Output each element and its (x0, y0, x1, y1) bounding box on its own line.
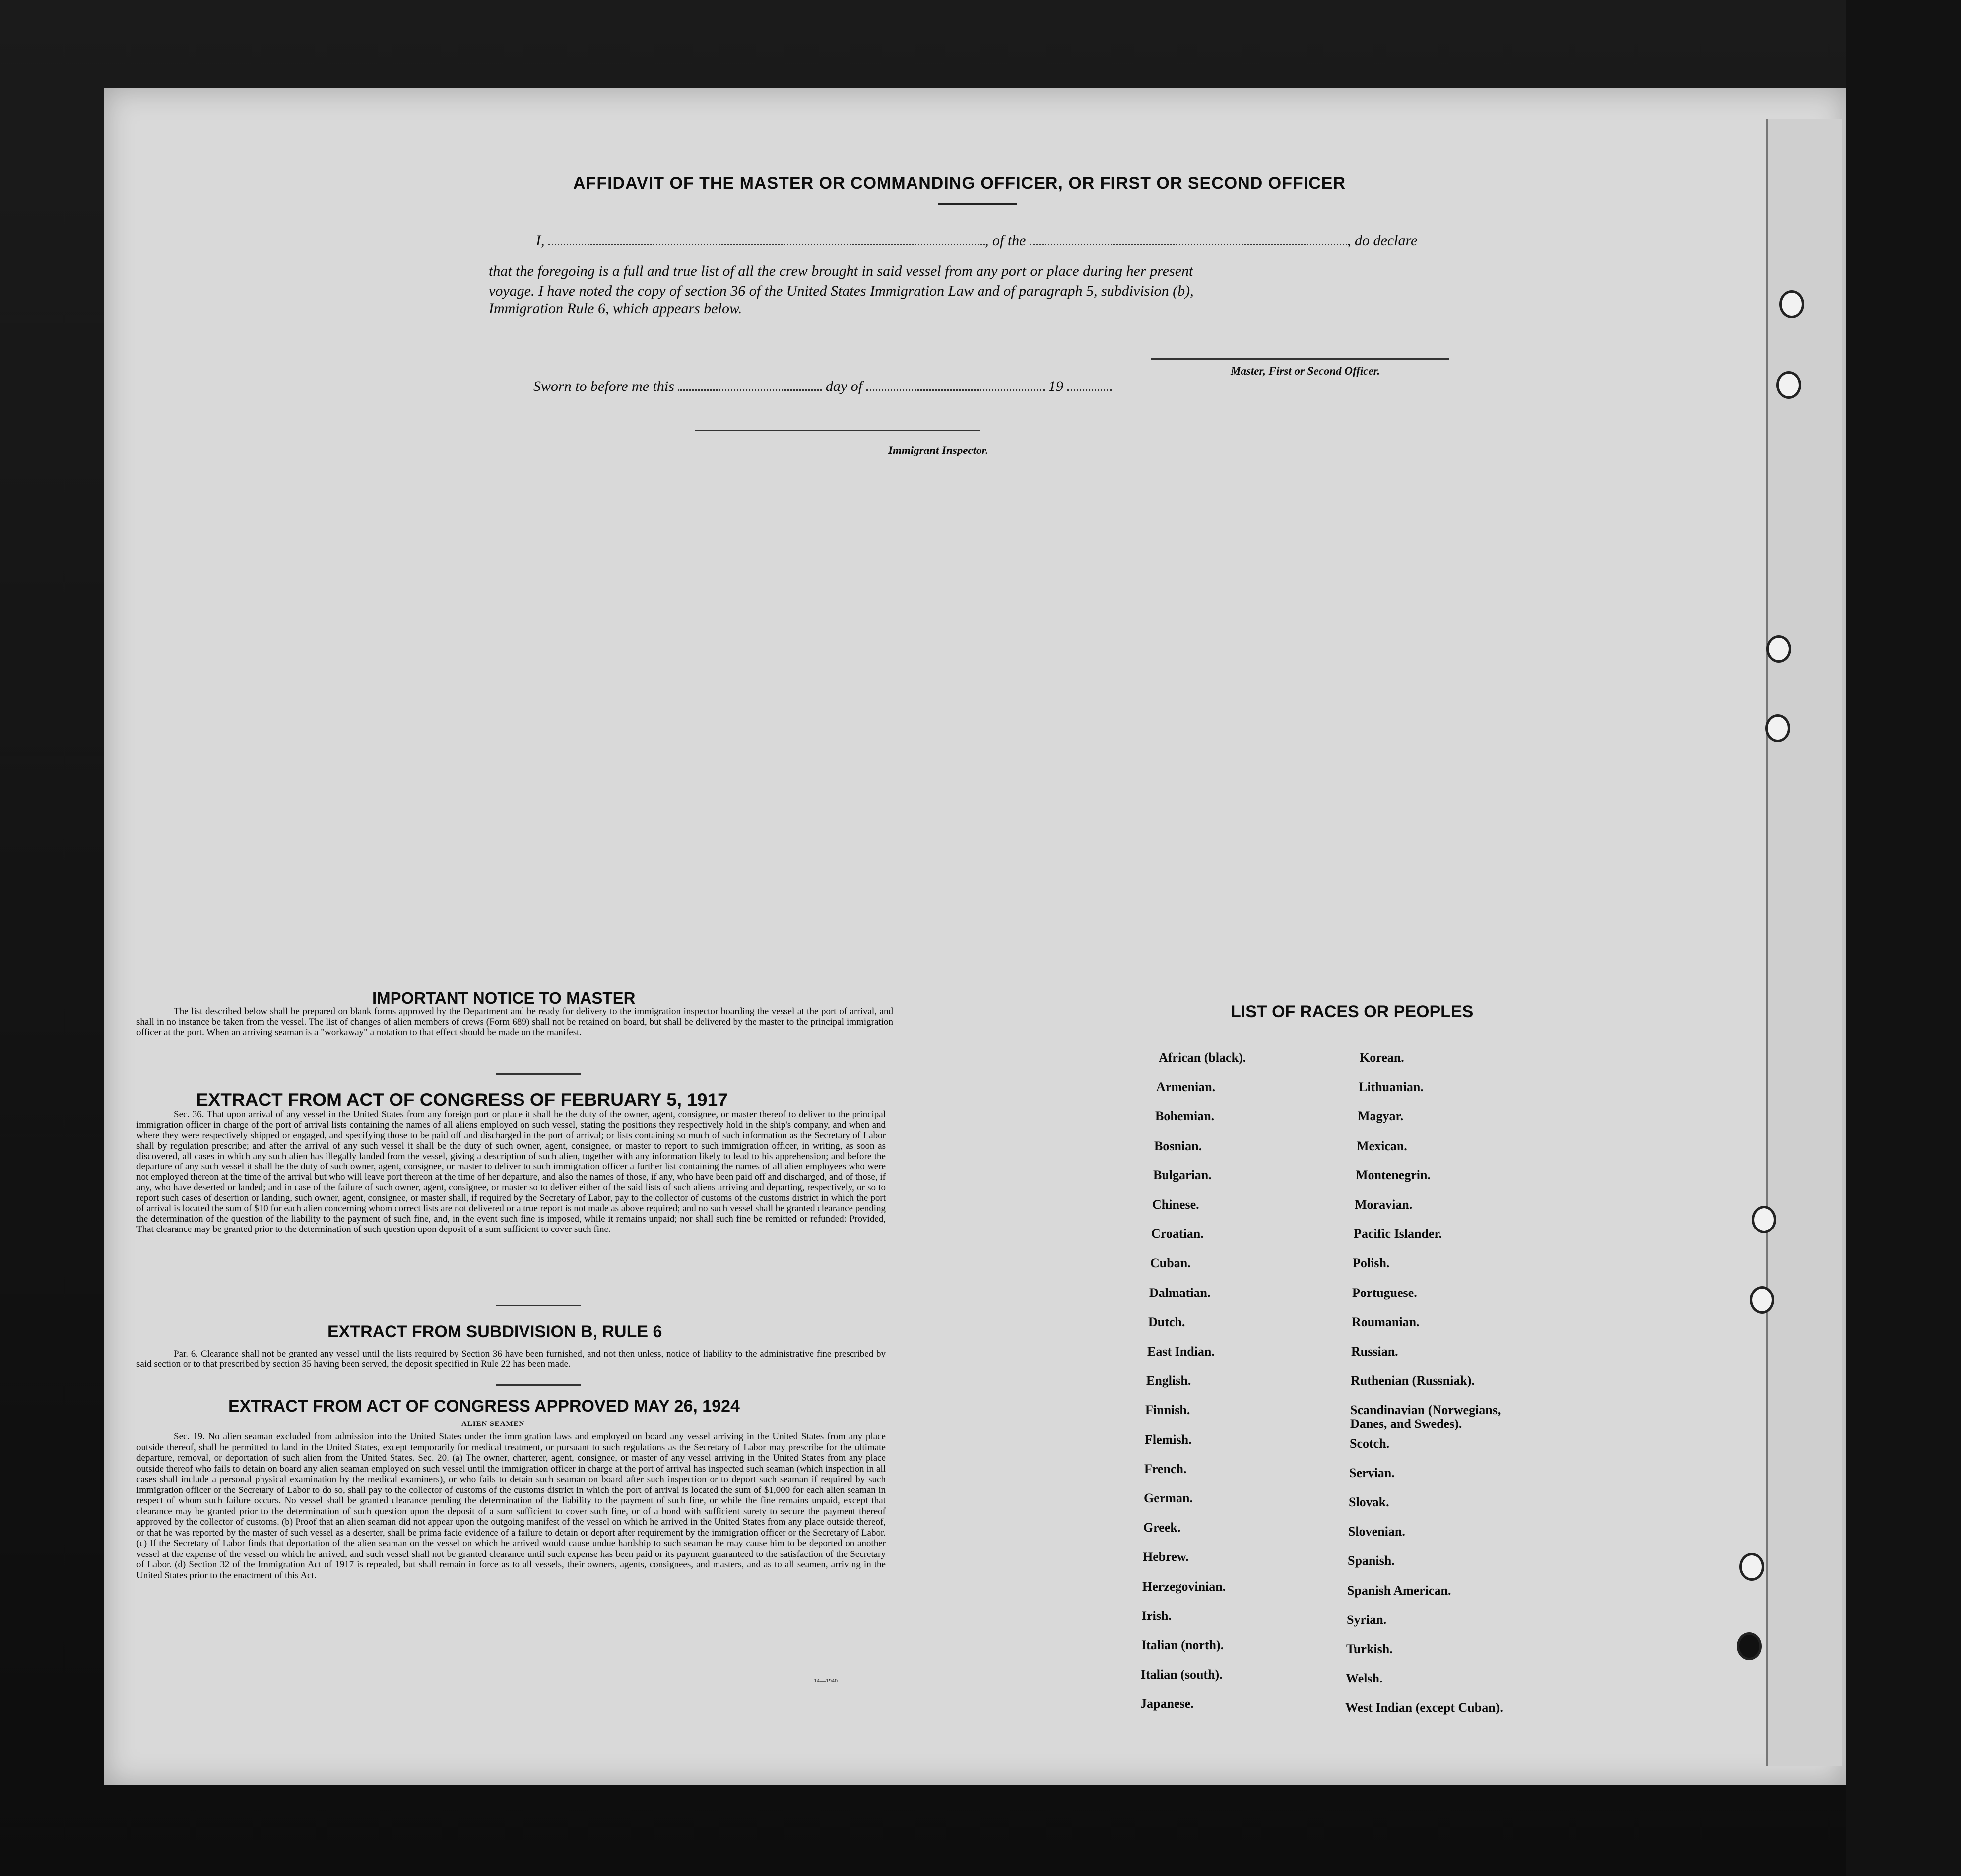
declaration-declare: , do declare (1347, 232, 1418, 249)
race-item: Finnish. (1145, 1403, 1190, 1418)
race-item: Scotch. (1350, 1436, 1390, 1451)
race-item: Bosnian. (1154, 1138, 1202, 1153)
race-item: Dalmatian. (1149, 1285, 1211, 1300)
section-divider (496, 1384, 581, 1386)
punch-hole-icon (1737, 1632, 1762, 1660)
master-label: Master, First or Second Officer. (1231, 365, 1380, 377)
declaration-line-3: voyage. I have noted the copy of section 36 of the United States Immigration Law and of paragraph 5, subdivision (b), (489, 283, 1194, 299)
race-item: Greek. (1143, 1520, 1181, 1535)
race-item: Montenegrin. (1356, 1167, 1431, 1182)
punch-hole-icon (1765, 714, 1790, 742)
punch-hole-icon (1776, 371, 1801, 399)
declaration-line-2: that the foregoing is a full and true list of all the crew brought in said vessel from any port or place during her present (489, 263, 1193, 279)
race-item: Slovenian. (1348, 1524, 1405, 1539)
day-of-text: day of (825, 378, 863, 394)
race-item: Pacific Islander. (1354, 1227, 1442, 1241)
race-item: Mexican. (1357, 1138, 1407, 1153)
master-signature-line[interactable] (1151, 358, 1449, 360)
race-item: Magyar. (1358, 1109, 1404, 1124)
name-blank-field[interactable] (548, 241, 985, 245)
extract-rule6-title: EXTRACT FROM SUBDIVISION B, RULE 6 (327, 1322, 662, 1341)
races-title: LIST OF RACES OR PEOPLES (1231, 1002, 1474, 1021)
inspector-label: Immigrant Inspector. (888, 444, 988, 456)
race-item: Bulgarian. (1153, 1167, 1212, 1182)
race-item: German. (1144, 1491, 1193, 1505)
sworn-line (533, 378, 1112, 395)
race-item: Dutch. (1148, 1314, 1185, 1329)
inspector-signature-line[interactable] (695, 430, 980, 431)
race-item: Armenian. (1156, 1080, 1216, 1095)
form-number: 14—1940 (814, 1677, 838, 1684)
race-item: Croatian. (1151, 1227, 1204, 1241)
race-item: Spanish American. (1347, 1583, 1451, 1598)
title-divider (938, 203, 1017, 205)
adjacent-page-edge (1766, 119, 1842, 1766)
race-item: Spanish. (1348, 1553, 1395, 1568)
race-item: Slovak. (1349, 1495, 1389, 1509)
day-blank-field[interactable] (678, 387, 822, 391)
extract-rule6-text: Par. 6. Clearance shall not be granted any vessel until the lists required by Section 36 have been furnished, and not then unless, notice of liability to the administrative fine prescribed by said section or to that prescribed by section 35 having been served, the deposit specified in Rule 22 has been made. (136, 1349, 886, 1369)
race-item: Chinese. (1152, 1197, 1199, 1212)
race-item: Russian. (1351, 1344, 1398, 1358)
race-item: Herzegovinian. (1142, 1579, 1226, 1594)
race-item: Korean. (1360, 1050, 1404, 1065)
race-item: Syrian. (1347, 1612, 1387, 1627)
declaration-line-1 (536, 232, 1417, 249)
race-item: Moravian. (1355, 1197, 1413, 1212)
extract-1917-text: Sec. 36. That upon arrival of any vessel in the United States from any foreign port or place it shall be the duty of the owner, agent, consignee, or master thereof to deliver to the principal immigration officer in charge of the port of arrival lists containing the names of all aliens employed on such vessel, stating the positions they respectively hold in the ship's company, and when and where they were respectively shipped or engaged, and specifying those to be paid off and discharged in the port of arrival; or lists containing so much of such information as the Secretary of Labor shall by regulation prescribe; and after the arrival of any such vessel it shall be the duty of such owner, agent, consignee, or master to report to such immigration officer, in writing, as soon as discovered, all cases in which any such alien has illegally landed from the vessel, giving a description of such alien, together with any information likely to lead to his apprehension; and before the departure of any such vessel it shall be the duty of such owner, agent, consignee, or master to deliver to such immigration officer a further list containing the names of all alien employees who were not employed thereon at the time of the arrival but who will leave port thereon at the time of her departure, and also the names of those, if any, who have been paid off and discharged, and of those, if any, who have deserted or landed; and in case of the failure of such owner, agent, consignee, or master so to deliver either of the said lists of such aliens arriving and departing, respectively, or so to report such cases of desertion or landing, such owner, agent, consignee, or master shall, if required by the Secretary of Labor, pay to the collector of customs of the customs district in which the port of arrival is located the sum of $10 for each alien concerning whom correct lists are not delivered or a true report is not made as above required; and no such vessel shall be granted clearance pending the determination of the question of the liability to the payment of such fine, and, in the event such fine is imposed, while it remains unpaid; nor shall such fine be remitted or refunded: Provided, That clearance may be granted prior to the determination of such question upon deposit of a sum sufficient to cover such fine. (136, 1109, 886, 1234)
declaration-of-the: , of the (985, 232, 1026, 249)
scan-margin-right (1846, 0, 1961, 1876)
affidavit-title: AFFIDAVIT OF THE MASTER OR COMMANDING OFFICER, OR FIRST OR SECOND OFFICER (573, 174, 1346, 193)
race-item: Scandinavian (Norwegians, Danes, and Swedes). (1350, 1403, 1501, 1431)
race-item: Hebrew. (1143, 1550, 1189, 1564)
race-item: Polish. (1353, 1256, 1390, 1271)
race-item: Roumanian. (1352, 1314, 1420, 1329)
year-prefix: 19 (1048, 378, 1064, 394)
extract-1917-title: EXTRACT FROM ACT OF CONGRESS OF FEBRUARY 5, 1917 (196, 1090, 728, 1110)
race-item: Japanese. (1140, 1696, 1194, 1711)
race-item: English. (1146, 1373, 1191, 1388)
race-item: Irish. (1142, 1608, 1172, 1623)
race-item: West Indian (except Cuban). (1345, 1700, 1503, 1715)
punch-hole-icon (1779, 290, 1804, 318)
extract-1924-title: EXTRACT FROM ACT OF CONGRESS APPROVED MAY 26, 1924 (228, 1397, 740, 1416)
race-item: African (black). (1159, 1050, 1246, 1065)
notice-text: The list described below shall be prepared on blank forms approved by the Department and be ready for delivery to the immigration inspector boarding the vessel at the port of arrival, and shall in no instance be taken from the vessel. The list of changes of alien members of crews (Form 689) shall not be retained on board, but shall be delivered by the master to the principal immigration officer at the port. When an arriving seaman is a "workaway" a notation to that effect should be made on the manifest. (136, 1006, 893, 1037)
vessel-blank-field[interactable] (1030, 241, 1347, 245)
punch-hole-icon (1750, 1286, 1774, 1314)
race-item: Flemish. (1145, 1432, 1192, 1447)
race-item: Lithuanian. (1359, 1080, 1424, 1095)
race-item: Italian (south). (1141, 1667, 1223, 1682)
race-item: Cuban. (1150, 1256, 1191, 1271)
punch-hole-icon (1739, 1553, 1764, 1581)
declaration-i: I, (536, 232, 545, 249)
race-item: Bohemian. (1155, 1109, 1215, 1124)
section-divider (496, 1073, 581, 1075)
race-item: East Indian. (1147, 1344, 1215, 1358)
alien-seamen-subhead: ALIEN SEAMEN (461, 1420, 525, 1428)
race-item: Servian. (1349, 1465, 1395, 1480)
declaration-line-4: Immigration Rule 6, which appears below. (489, 300, 742, 317)
race-item: Ruthenian (Russniak). (1351, 1373, 1475, 1388)
year-blank-field[interactable] (1067, 387, 1112, 391)
notice-title: IMPORTANT NOTICE TO MASTER (372, 989, 636, 1007)
punch-hole-icon (1766, 635, 1791, 663)
race-item: Portuguese. (1352, 1285, 1417, 1300)
month-blank-field[interactable] (866, 387, 1045, 391)
section-divider (496, 1305, 581, 1306)
race-item: Welsh. (1346, 1671, 1383, 1686)
punch-hole-icon (1752, 1206, 1776, 1233)
race-item: Turkish. (1346, 1642, 1393, 1656)
extract-1924-text: Sec. 19. No alien seaman excluded from admission into the United States under the immigration laws and employed on board any vessel arriving in the United States from any place outside thereof, shall be permitted to land in the United States, except temporarily for medical treatment, or pursuant to such regulations as the Secretary of Labor may prescribe for the ultimate departure, removal, or deportation of such alien from the United States. Sec. 20. (a) The owner, charterer, agent, consignee, or master of any vessel arriving in the United States from any place outside thereof who fails to detain on board any alien seaman employed on such vessel until the immigration officer in charge at the port of arrival has inspected such seaman (which inspection in all cases shall include a personal physical examination by the medical examiners), or who fails to detain such seaman on board after such inspection or to deport such seaman if required by such immigration officer or the Secretary of Labor to do so, shall pay to the collector of customs of the customs district in which the port of arrival is located the sum of $1,000 for each alien seaman in respect of whom such failure occurs. No vessel shall be granted clearance pending the determination of the liability to the payment of such fine, or while the fine remains unpaid, except that clearance may be granted prior to the determination of such question upon the deposit of a sum sufficient to cover such fine, or of a bond with sufficient surety to secure the payment thereof approved by the collector of customs. (b) Proof that an alien seaman did not appear upon the outgoing manifest of the vessel on which he arrived in the United States from any place outside thereof, or that he was reported by the master of such vessel as a deserter, shall be prima facie evidence of a failure to detain or deport after requirement by the immigration officer or the Secretary of Labor. (c) If the Secretary of Labor finds that deportation of the alien seaman on the vessel on which he arrived would cause undue hardship to such seaman he may cause him to be deported on another vessel at the expense of the vessel on which he arrived, and such vessel shall not be granted clearance until such expense has been paid or its payment guaranteed to the satisfaction of the Secretary of Labor. (d) Section 32 of the Immigration Act of 1917 is repealed, but shall remain in force as to all vessels, their owners, agents, consignees, and masters, and as to all seamen, arriving in the United States prior to the enactment of this Act. (136, 1431, 886, 1581)
race-item: French. (1144, 1461, 1187, 1476)
sworn-text: Sworn to before me this (533, 378, 674, 394)
race-item: Italian (north). (1141, 1638, 1224, 1652)
